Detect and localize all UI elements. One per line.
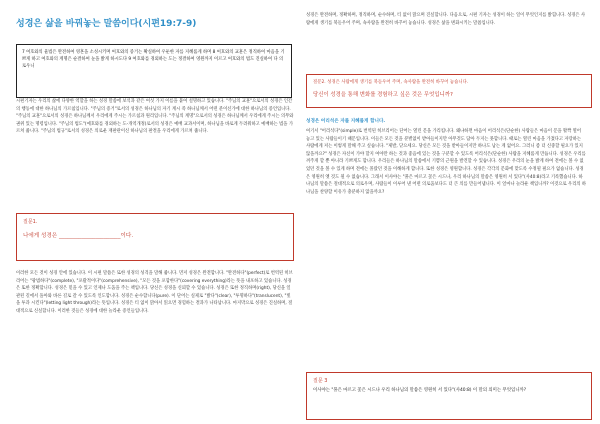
intro-text: 시편기자는 우리의 삶에 다양한 역할을 하는 성경 말씀에 보석과 같은 여섯 가지 이름을 붙여 설명하고 있습니다. "주님의 교훈"으로서의 성경은 인간의 행동에 대한 하나님의 가르침입니다. "주님의 증거"로서의 성경은 하나님의 자기 계시 즉 하나님께서 어떤 분이신가에 대한 하나님의 증언입니다. "주님의 교훈"으로서의 성경은 하나님께서 우리에게 주시는 가르침과 원리입니다. "주님의 계명"으로서의 성경은 하나님께서 우리에게 주시는 의무와 권위 있는 명령입니다. "주님의 법도"(예호와를 경외하는 도-개역개정)로서의 성경은 예배 교과서이며, 하나님을 바로게 두려워하고 예배하는 법을 가르쳐 줍니다. "주님의 법규"로서의 성경은 의로운 재판관이신 하나님의 판결을 우리에게 가르쳐 줍니다. bbox=[16, 99, 294, 135]
page-title: 성경은 삶을 바꿔놓는 말씀이다(시편19:7-9) bbox=[16, 19, 197, 29]
intro-paragraph bbox=[16, 98, 294, 136]
question-3-label: 질문 3 bbox=[313, 378, 328, 384]
question-1-label: 질문1. bbox=[23, 219, 38, 225]
question-2-box bbox=[306, 74, 592, 108]
right-intro-text: 성경은 완전하며, 정확하며, 정직하며, 순수하며, 티 없이 맑으며 진실합니다. 다음으로, 시편 기자는 성경이 하는 일이 무엇인지를 밝힙니다. 성경은 사람에게 생기를 북돋우어 주며, 속사람을 완전히 바꾸어 놓습니다. 성경은 삶을 변화시키는 말씀입니다. bbox=[306, 13, 586, 26]
wisdom-text: 여기서 "어리석다"(simple)로 번역된 히브리어는 단어는 열린 문을 가리킵니다. 왜냐하면 마음이 어리석은(단순한) 사람들은 마음이 문을 활짝 열어 놓고 있는 사람들이기 때문입니다. 이들은 모든 것을 분별없이 받아들이지만 아무것도 담아 두지는 못합니다. 때로는 열린 마음을 가졌다고 자랑하는 사람에게 저는 이렇게 말해 주고 싶습니다. "제발, 닫으세요. 당신은 모든 것을 받아들이지만 하나도 남는 게 없어요. 그러니 좀 더 신중할 필요가 있지 않을까요?" 성경은 자신이 가야 할지 여야만 하는 것과 좋음에 있는 것을 구분할 수 있도록 어리석은(단순한) 사람을 지혜롭게 만듭니다. 성경은 우리를 꺼주게 할 뿐 아니라 기쁘게도 합니다. 우리들은 하나님의 말씀에서 기쁨의 근원을 발견할 수 있습니다. 성경은 우리의 눈을 밝게 하여 전에는 볼 수 없었던 것을 볼 수 있게 하며 전에는 몰랐던 것을 이해하게 합니다. 또한 성경은 영원합니다. 성경은 각각의 문화에 맞도록 수정될 필요가 없습니다. 성경은 영원히 옛 것도 될 수 없습니다. 그래서 이사야는 "풀은 마르고 꽃은 시드나, 우리 하나님의 말씀은 영원히 서 있다"(사40:8)라고 기록했습니다. 하나님의 말씀은 절대적으로 의로우며, 사람들이 이루어 낸 어떤 의로움보다도 더 큰 의를 만들어냅니다. 이 얼마나 놀라운 책입니까? 이것으로 우리의 하나님을 찬양할 이유가 충분하지 않을까요? bbox=[306, 129, 587, 195]
question-2-header bbox=[313, 79, 585, 85]
question-2-text: 당신이 성경을 통해 변화를 경험하고 싶은 것은 무엇입니까? bbox=[313, 92, 453, 98]
scripture-text: 7 여호와의 율법은 완전하여 영혼을 소성시키며 여호와의 증거는 확실하여 우둔한 자를 지혜롭게 하며 8 여호와의 교훈은 정직하여 마음을 기쁘게 하고 여호와의 계명은 순결하여 눈을 밝게 하시도다 9 여호와를 경외하는 도는 정결하여 영원까지 이르고 여호와의 법도 진실하여 다 의로우니 bbox=[22, 50, 285, 70]
scripture-box bbox=[16, 44, 292, 98]
question-2-label: 질문2. bbox=[313, 80, 326, 85]
question-3-text: 이사야는 "풀은 마르고 꽃은 시드나 우리 하나님의 말씀은 영원히 서 있다"(사40:8) 이 말의 의미는 무엇입니까? bbox=[313, 388, 527, 393]
question-2-intro: 성경은 사람에게 생기를 북돋우어 주며, 속사람을 완전히 바꾸어 놓습니다. bbox=[327, 80, 469, 85]
wisdom-paragraph bbox=[306, 128, 586, 196]
character-paragraph bbox=[16, 270, 294, 316]
question-1-box bbox=[16, 213, 294, 261]
character-text: 이러한 모든 것이 성경 안에 있습니다. 이 시편 말씀은 또한 성경의 성격을 말해 줍니다. 먼저 성경은 완전합니다. "완전하다"(perfect)로 번역된 히브리어는 "광범하다"(complete), "포괄적이다"(comprehensive), "모든 것을 포함한다"(covering everything)라는 뜻을 내포하고 있습니다. 성경은 또한 정확합니다. 성경은 믿을 수 있고 언제나 도움을 주는 책입니다. 당신은 성경을 신뢰할 수 있습니다. 성경은 또한 정직하며(right), 당신을 일관된 길에서 돌아와 바른 길로 갈 수 있도록 인도합니다. 성경은 순수합니다(pure). 이 단어는 실제로 "밝다"(clear), "투명하다"(translucent), "빛을 투과 시킨다"(letting light through)라는 뜻입니다. 성경은 티 없이 맑아서 읽으면 경험하는 결과가 나타납니다. 마지막으로 성경은 진실하며, 절대적으로 신실합니다. 이러한 것들은 성경에 대한 놀라운 증언들입니다. bbox=[16, 271, 293, 314]
question-3-box bbox=[306, 372, 592, 420]
right-intro-paragraph bbox=[306, 12, 586, 27]
question-1-text: 나에게 성경은 ______________________이다. bbox=[23, 233, 134, 239]
section-heading: 성경은 어리석은 자를 지혜롭게 합니다. bbox=[306, 119, 386, 124]
